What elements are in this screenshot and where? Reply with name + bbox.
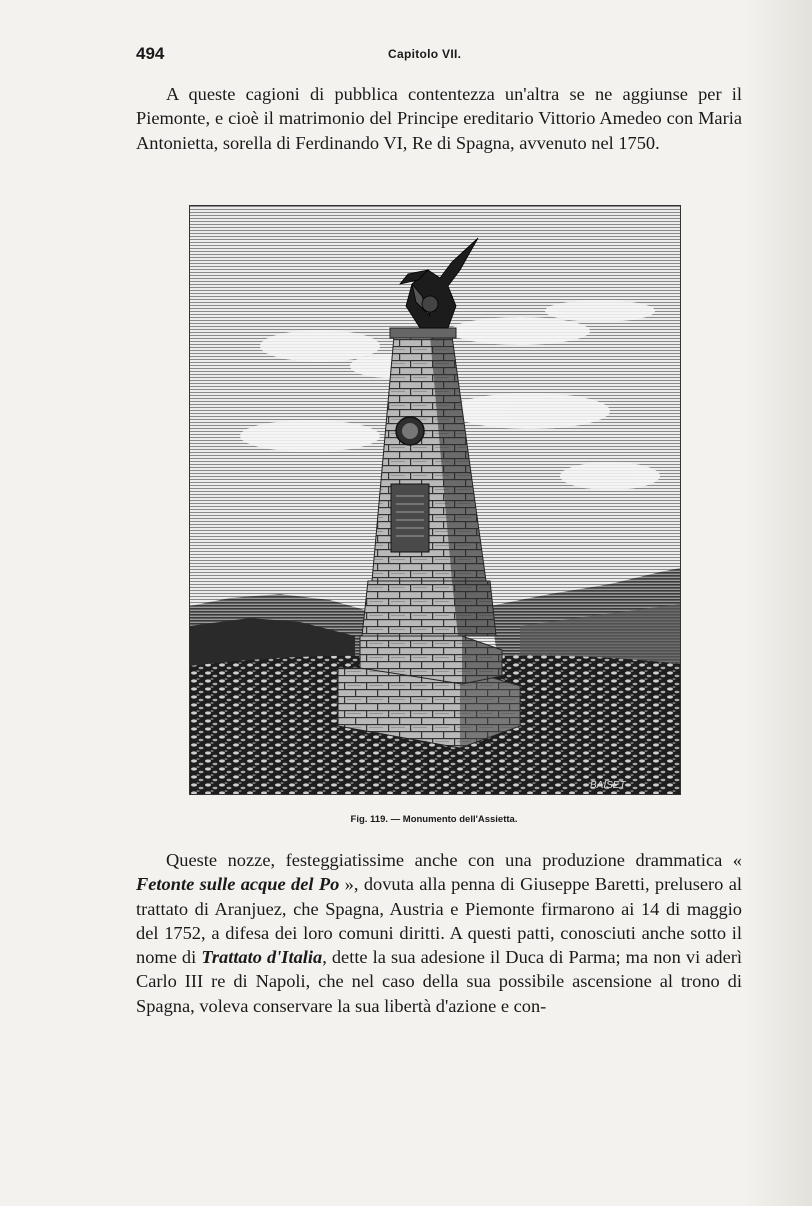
paragraph-2-part-2: », dovuta alla penna di Giuseppe Baretti, prelusero al trattato di Aranjuez, che Spagna, Austria e Piemonte firmarono ai 14 di maggio del 1752, a difesa dei loro comuni diritti. A questi patti, conosciuti anche sotto il nome di (136, 874, 742, 968)
paragraph-2 (136, 848, 742, 1018)
engraver-signature: BAISET (590, 780, 626, 791)
paragraph-2-part-3: , dette la sua adesione il Duca di Parma; ma non vi aderì Carlo III re di Napoli, che nel caso della sua possibile ascensione al trono di Spagna, voleva conservare la sua libertà d'azione e con- (136, 947, 743, 1016)
chapter-title: Capitolo VII. (388, 47, 462, 61)
page-number: 494 (136, 44, 165, 63)
page-edge-shadow (742, 0, 812, 1206)
paragraph-2-part-1: Queste nozze, festeggiatissime anche con una produzione drammatica « (166, 850, 742, 870)
running-head (136, 44, 742, 68)
figure-caption: Fig. 119. — Monumento dell'Assietta. (350, 814, 518, 825)
engraving-illustration (190, 206, 680, 794)
figure-monument-engraving (189, 205, 681, 795)
paragraph-1: A queste cagioni di pubblica contentezza un'altra se ne aggiunse per il Piemonte, e cioè il matrimonio del Principe ereditario Vittorio Amedeo con Maria Antonietta, sorella di Ferdinando VI, Re di Spagna, avvenuto nel 1750. (136, 84, 742, 153)
work-title-fetonte: Fetonte sulle acque del Po (136, 874, 340, 895)
work-title-trattato: Trattato d'Italia (201, 947, 323, 968)
